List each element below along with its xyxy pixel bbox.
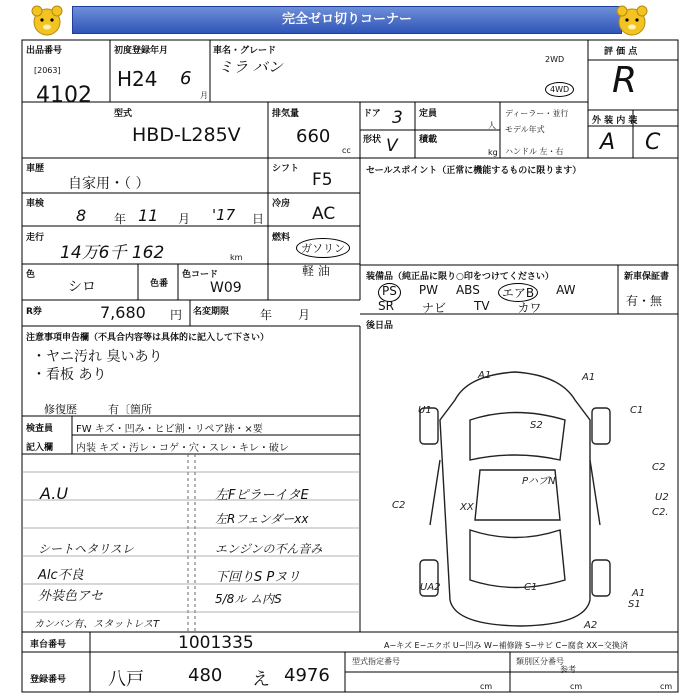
model-year-label: モデル年式 [505, 125, 545, 134]
hw-left-3: Alc不良 [38, 568, 84, 583]
ext-int-label: 外 装 内 装 [592, 116, 638, 126]
remarks-line-2: ・看板 あり [32, 367, 107, 383]
inspector-row-1: FW キズ・凹み・ヒビ割・リペア跡・×要 [76, 424, 263, 435]
equip-leather: カワ [517, 301, 542, 315]
shift-label: シフト [272, 164, 300, 174]
cc-unit: cc [342, 146, 351, 155]
load-label: 積載 [419, 135, 438, 145]
mark-ua2: UA2 [420, 582, 441, 593]
color-no-label: 色番 [150, 279, 169, 289]
capacity-label: 定員 [419, 109, 438, 119]
equip-airbag: エアB [498, 283, 538, 302]
doors-label: ドア [363, 109, 381, 119]
lot-number: 4102 [36, 83, 92, 108]
ac-value: AC [312, 204, 336, 224]
color-code-value: W09 [210, 280, 242, 296]
hw-right-2: 左Rフェンダーxx [215, 512, 309, 526]
car-name-label: 車名・グレード [213, 46, 277, 56]
reg-no-label: 登録番号 [30, 675, 67, 685]
category-no-label: 類別区分番号 [516, 657, 564, 666]
inspection-label: 車検 [26, 199, 45, 209]
mark-c2-left: C2 [392, 500, 406, 511]
displacement-label: 排気量 [272, 109, 300, 119]
recycle-year-unit: 年 [260, 308, 273, 322]
mark-u2: U2 [655, 492, 669, 503]
model-designation-label: 型式指定番号 [352, 657, 400, 666]
mark-u1: U1 [418, 405, 432, 416]
hw-left-2: シートヘタリスレ [38, 542, 134, 556]
color-code-label: 色コード [182, 270, 219, 280]
history-value: 自家用・（ ） [68, 176, 150, 192]
ac-label: 冷房 [272, 199, 291, 209]
inspection-day: '17 [212, 206, 236, 224]
car-name-value: ミラ バン [218, 58, 283, 76]
first-reg-label: 初度登録年月 [114, 46, 169, 56]
remarks-line-1: ・ヤニ汚れ 臭いあり [32, 349, 163, 365]
person-unit: 人 [488, 121, 496, 130]
model-label: 型式 [114, 109, 133, 119]
inspection-month-unit: 月 [178, 212, 191, 226]
shape-value: V [386, 136, 398, 156]
cm-unit-3: cm [660, 682, 673, 691]
mark-a1-front-left: A1 [478, 370, 492, 381]
mark-pabu: PハブN [522, 476, 556, 487]
equip-ps: PS [378, 283, 401, 302]
mark-c2-b: C2. [652, 507, 669, 518]
history-label: 車歴 [26, 164, 45, 174]
displacement-value: 660 [296, 126, 331, 147]
hw-left-4: 外装色アセ [38, 589, 103, 604]
hw-right-5: 5/8ル ム内S [215, 592, 282, 606]
mark-a1-front-right: A1 [582, 372, 596, 383]
doors-value: 3 [392, 108, 403, 128]
sales-point-label: セールスポイント（正常に機能するものに限ります） [366, 166, 582, 176]
first-reg-month: 6 [180, 68, 192, 89]
hw-right-1: 左FピラーイタE [215, 488, 309, 503]
new-tax-label: 新車保証書 [624, 272, 670, 282]
shift-value: F5 [312, 170, 333, 190]
after-market-label: 後日品 [366, 321, 394, 331]
equip-aw: AW [556, 283, 576, 297]
hw-left-5: カンバン有、スタットレスT [34, 619, 160, 630]
mark-s2: S2 [530, 420, 543, 431]
fuel-label: 燃料 [272, 233, 291, 243]
hw-left-1: A.U [40, 484, 69, 503]
interior-score: C [645, 130, 661, 155]
recycle-fee-label: 名変期限 [193, 307, 230, 317]
inspection-month: 11 [138, 206, 159, 225]
reference-label: 参考 [560, 665, 576, 674]
page-title: 完全ゼロ切りコーナー [72, 6, 622, 34]
mark-a1-rear: A1 [632, 588, 646, 599]
mark-c2-a: C2 [652, 462, 666, 473]
mileage-value: 14万6千 162 [60, 243, 165, 263]
hw-right-3: エンジンの不ん音み [215, 542, 323, 556]
exterior-score: A [600, 130, 616, 155]
chassis-no-label: 車台番号 [30, 640, 67, 650]
yen-unit: 円 [170, 308, 183, 322]
cm-unit-2: cm [570, 682, 583, 691]
day-unit: 日 [252, 212, 265, 226]
drive-4wd-circled: 4WD [545, 82, 574, 97]
mark-a2: A2 [584, 620, 598, 631]
rating-label: 評 価 点 [604, 47, 638, 57]
equip-tv: TV [473, 299, 490, 313]
damage-legend: A−キズ E−エクボ U−凹み W−補修跡 S−サビ C−腐食 XX−交換済 [384, 641, 628, 650]
model-value: HBD-L285V [132, 124, 241, 146]
inspection-year: 8 [76, 206, 87, 225]
mileage-label: 走行 [26, 233, 45, 243]
lot-no-label: 出品番号 [26, 46, 63, 56]
equip-abs: ABS [455, 283, 480, 297]
inspector-label: 検査員 [26, 424, 54, 434]
new-tax-value: 有・無 [626, 294, 663, 308]
remarks-label: 注意事項申告欄（不具合内容等は具体的に記入して下さい） [26, 333, 270, 343]
reg-kana: え [252, 669, 270, 690]
fuel-gasoline-circled: ガソリン [296, 238, 350, 258]
cm-unit-1: cm [480, 682, 493, 691]
mark-s1: S1 [628, 599, 641, 610]
month-unit: 月 [200, 91, 208, 100]
inspector-row-2: 内装 キズ・汚レ・コゲ・穴・スレ・キレ・破レ [76, 443, 289, 454]
kg-unit: kg [488, 148, 498, 157]
hw-right-4: 下回りS Pヌリ [215, 570, 301, 585]
reg-place: 八戸 [108, 669, 144, 690]
equip-navi: ナビ [421, 301, 446, 315]
equipment-label: 装備品（純正品に限り○印をつけてください） [366, 272, 554, 282]
color-label: 色 [26, 270, 36, 280]
lot-code: [2063] [34, 66, 61, 75]
repair-value: 有〔箇所 [108, 403, 152, 416]
repair-label: 修復歴 [44, 403, 77, 416]
chassis-no-value: 1001335 [178, 633, 254, 653]
km-unit: km [230, 253, 243, 262]
equip-sr: SR [378, 299, 394, 313]
rating-score: R [612, 60, 638, 101]
equip-pw: PW [418, 283, 438, 297]
color-value: シロ [68, 279, 96, 295]
year-unit: 年 [114, 212, 127, 226]
first-reg-year: H24 [117, 67, 158, 91]
r-ticket-value: 7,680 [100, 303, 146, 322]
reg-class: 480 [188, 665, 223, 686]
mark-c1-rear: C1 [524, 582, 538, 593]
r-ticket-label: R券 [26, 307, 42, 317]
mark-xx: XX [460, 502, 474, 513]
reg-number: 4976 [284, 665, 330, 686]
mark-c1-right: C1 [630, 405, 644, 416]
recycle-month-unit: 月 [298, 308, 311, 322]
entry-label: 記入欄 [26, 443, 54, 453]
handle-label: ハンドル 左・右 [505, 147, 564, 156]
fuel-diesel: 軽 油 [302, 264, 330, 278]
dealer-label: ディーラー・並行 [505, 109, 569, 118]
drive-2wd: 2WD [545, 55, 565, 64]
shape-label: 形状 [363, 135, 382, 145]
